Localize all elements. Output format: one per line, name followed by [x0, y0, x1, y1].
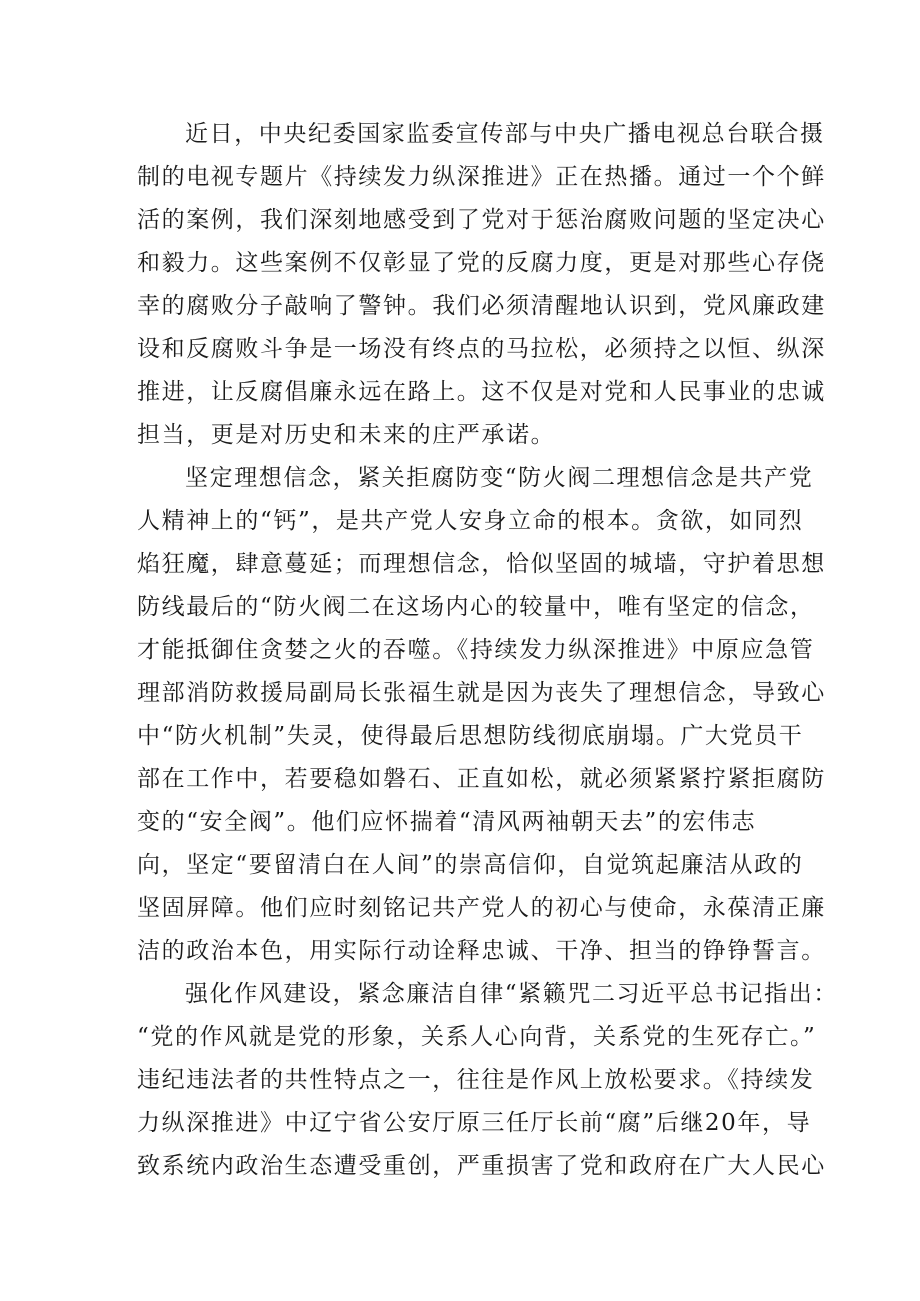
text-line: 理部消防救援局副局长张福生就是因为丧失了理想信念，导致心 [137, 680, 826, 706]
text-line: 变的“安全阀”。他们应怀揣着“清风两袖朝天去”的宏伟志 [137, 809, 757, 835]
text-line: 幸的腐败分子敲响了警钟。我们必须清醒地认识到，党风廉政建 [137, 293, 826, 319]
text-line: 洁的政治本色，用实际行动诠释忠诚、干净、担当的铮铮誓言。 [137, 938, 826, 964]
text-line: 坚定理想信念，紧关拒腐防变“防火阀二理想信念是共产党 [185, 465, 814, 491]
paragraph-conduct [137, 973, 838, 1188]
text-line: 近日，中央纪委国家监委宣传部与中央广播电视总台联合摄 [185, 121, 825, 147]
text-line: 致系统内政治生态遭受重创，严重损害了党和政府在广大人民心 [137, 1153, 826, 1179]
text-line: 活的案例，我们深刻地感受到了党对于惩治腐败问题的坚定决心 [137, 207, 826, 233]
text-line: 力纵深推进》中辽宁省公安厅原三任厅长前“腐”后继20年，导 [137, 1110, 812, 1136]
paragraph-ideals [137, 457, 826, 973]
paragraph-intro [137, 113, 826, 457]
text-line: 向，坚定“要留清白在人间”的崇高信仰，自觉筑起廉洁从政的 [137, 852, 804, 878]
text-line: 强化作风建设，紧念廉洁自律“紧籁咒二习近平总书记指出： [185, 981, 838, 1007]
text-line: 部在工作中，若要稳如磐石、正直如松，就必须紧紧拧紧拒腐防 [137, 766, 826, 792]
text-line: 坚固屏障。他们应时刻铭记共产党人的初心与使命，永葆清正廉 [137, 895, 826, 921]
text-line: 和毅力。这些案例不仅彰显了党的反腐力度，更是对那些心存侥 [137, 250, 826, 276]
text-line: 担当，更是对历史和未来的庄严承诺。 [137, 422, 556, 448]
text-line: 制的电视专题片《持续发力纵深推进》正在热播。通过一个个鲜 [137, 164, 826, 190]
text-line: 违纪违法者的共性特点之一，往往是作风上放松要求。《持续发 [137, 1067, 815, 1093]
text-line: 焰狂魔，肆意蔓延；而理想信念，恰似坚固的城墙，守护着思想 [137, 551, 826, 577]
text-line: 推进，让反腐倡廉永远在路上。这不仅是对党和人民事业的忠诚 [137, 379, 826, 405]
document-body [137, 113, 838, 1188]
text-line: 防线最后的“防火阀二在这场内心的较量中，唯有坚定的信念， [137, 594, 815, 620]
text-line: 中“防火机制”失灵，使得最后思想防线彻底崩塌。广大党员干 [137, 723, 804, 749]
text-line: 才能抵御住贪婪之火的吞噬。《持续发力纵深推进》中原应急管 [137, 637, 815, 663]
text-line: “党的作风就是党的形象，关系人心向背，关系党的生死存亡。” [137, 1024, 817, 1050]
text-line: 人精神上的“钙”，是共产党人安身立命的根本。贪欲，如同烈 [137, 508, 804, 534]
text-line: 设和反腐败斗争是一场没有终点的马拉松，必须持之以恒、纵深 [137, 336, 826, 362]
